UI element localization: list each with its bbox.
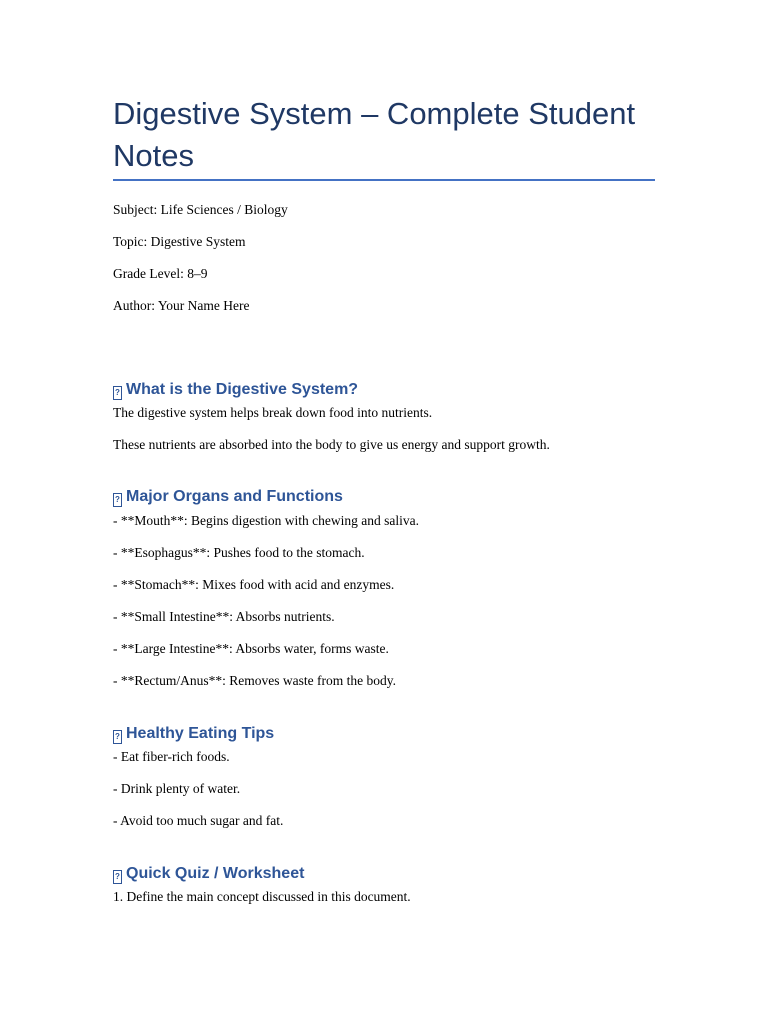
section-heading-text: Quick Quiz / Worksheet (126, 865, 305, 882)
meta-topic: Topic: Digestive System (113, 234, 246, 249)
paragraph: These nutrients are absorbed into the body to give us energy and support growth. (113, 437, 550, 452)
missing-glyph-icon: ? (113, 386, 122, 400)
list-item: - **Rectum/Anus**: Removes waste from the body. (113, 673, 396, 688)
paragraph: The digestive system helps break down food into nutrients. (113, 405, 433, 420)
missing-glyph-icon: ? (113, 730, 122, 744)
missing-glyph-icon: ? (113, 870, 122, 884)
meta-grade-level: Grade Level: 8–9 (113, 266, 208, 281)
list-item: - **Stomach**: Mixes food with acid and enzymes. (113, 577, 395, 592)
list-item: - **Large Intestine**: Absorbs water, forms waste. (113, 641, 389, 656)
list-item: - **Esophagus**: Pushes food to the stomach. (113, 545, 365, 560)
document-title: Digestive System – Complete Student Notes (113, 96, 636, 173)
section-heading-major-organs (113, 486, 343, 508)
section-heading-digestive-system (113, 379, 358, 401)
list-item: - **Small Intestine**: Absorbs nutrients. (113, 609, 335, 624)
quiz-question: 1. Define the main concept discussed in this document. (113, 889, 411, 904)
list-item: - Eat fiber-rich foods. (113, 749, 230, 764)
meta-author: Author: Your Name Here (113, 298, 250, 313)
section-heading-healthy-eating (113, 723, 274, 745)
section-heading-text: Major Organs and Functions (126, 488, 343, 505)
list-item: - **Mouth**: Begins digestion with chewing and saliva. (113, 513, 419, 528)
missing-glyph-icon: ? (113, 493, 122, 507)
meta-subject: Subject: Life Sciences / Biology (113, 202, 288, 217)
section-heading-quick-quiz (113, 863, 304, 885)
section-heading-text: Healthy Eating Tips (126, 725, 275, 742)
list-item: - Drink plenty of water. (113, 781, 241, 796)
title-underline (113, 179, 655, 181)
section-heading-text: What is the Digestive System? (126, 381, 359, 398)
list-item: - Avoid too much sugar and fat. (113, 813, 284, 828)
